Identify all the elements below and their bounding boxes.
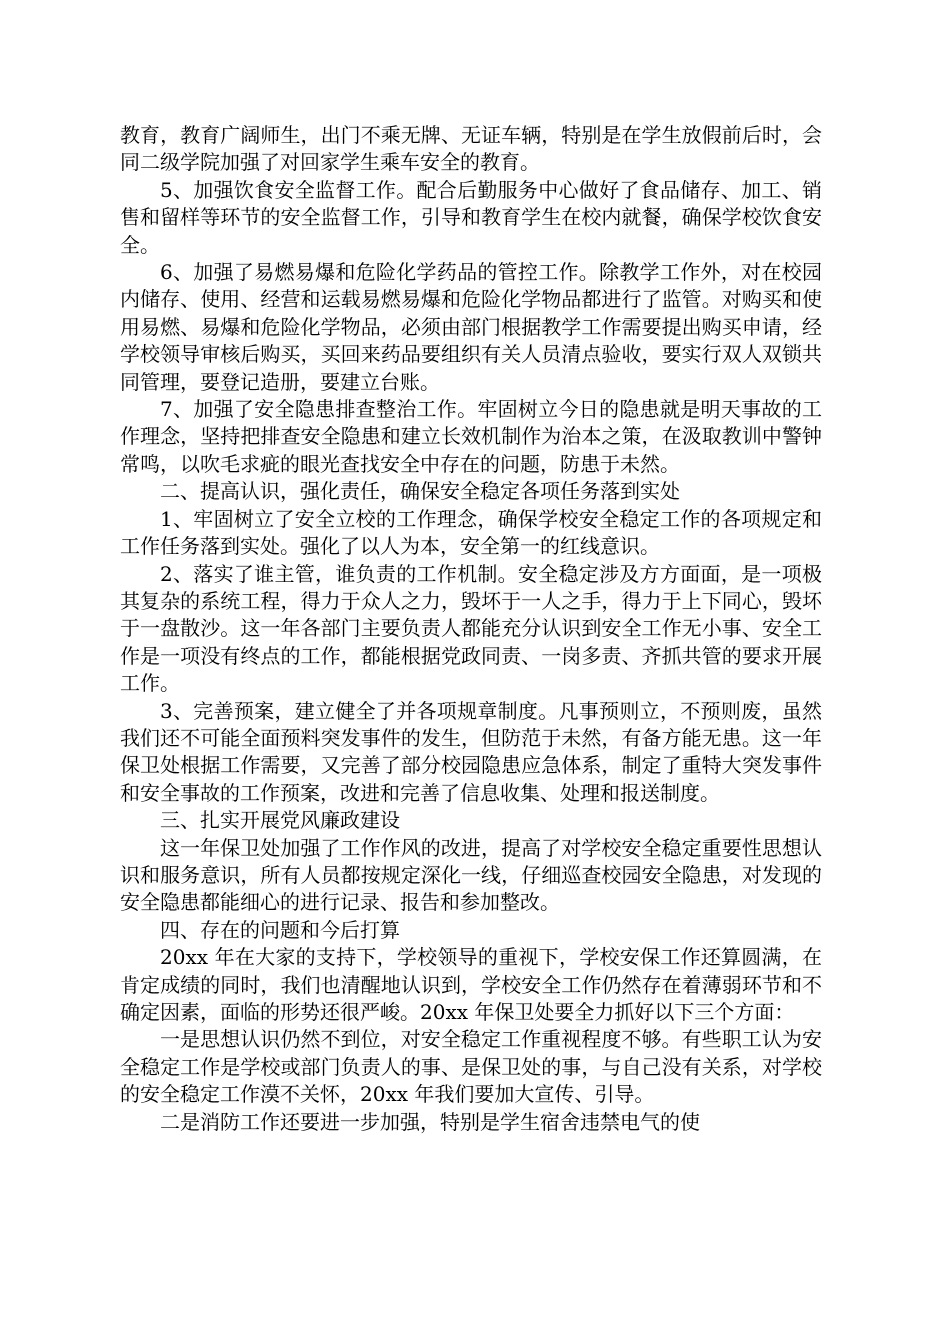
paragraph-continued: 教育，教育广阔师生，出门不乘无牌、无证车辆，特别是在学生放假前后时，会同二级学院加强了对回家学生乘车安全的教育。: [120, 123, 822, 175]
paragraph-food-safety: 5、加强饮食安全监督工作。配合后勤服务中心做好了食品储存、加工、销售和留样等环节的安全监督工作，引导和教育学生在校内就餐，确保学校饮食安全。: [120, 177, 822, 257]
section-heading-3: 三、扎实开展党风廉政建设: [160, 808, 400, 833]
paragraph-responsibility: 2、落实了谁主管，谁负责的工作机制。安全稳定涉及方方面面，是一项极其复杂的系统工程，得力于众人之力，毁坏于一人之手，得力于上下同心，毁坏于一盘散沙。这一年各部门主要负责人都能充分认识到安全工作无小事、安全工作是一项没有终点的工作，都能根据党政同责、一岗多责、齐抓共管的要求开展工作。: [120, 561, 822, 696]
paragraph-contingency-plans: 3、完善预案，建立健全了并各项规章制度。凡事预则立，不预则废，虽然我们还不可能全面预料突发事件的发生，但防范于未然，有备方能无患。这一年保卫处根据工作需要，又完善了部分校园隐患应急体系，制定了重特大突发事件和安全事故的工作预案，改进和完善了信息收集、处理和报送制度。: [120, 698, 822, 805]
paragraph-work-style: 这一年保卫处加强了工作作风的改进，提高了对学校安全稳定重要性思想认识和服务意识，所有人员都按规定深化一线，仔细巡查校园安全隐患，对发现的安全隐患都能细心的进行记录、报告和参加整改。: [120, 835, 822, 915]
section-heading-4: 四、存在的问题和今后打算: [160, 917, 400, 942]
paragraph-point-one: 一是思想认识仍然不到位，对安全稳定工作重视程度不够。有些职工认为安全稳定工作是学校或部门负责人的事、是保卫处的事，与自己没有关系，对学校的安全稳定工作漠不关怀，20xx 年我们要加大宣传、引导。: [120, 1027, 822, 1107]
document-page: [120, 122, 822, 1136]
paragraph-outlook: 20xx 年在大家的支持下，学校领导的重视下，学校安保工作还算圆满，在肯定成绩的同时，我们也清醒地认识到，学校安全工作仍然存在着薄弱环节和不确定因素，面临的形势还很严峻。20xx 年保卫处要全力抓好以下三个方面：: [120, 945, 822, 1024]
paragraph-point-two: 二是消防工作还要进一步加强，特别是学生宿舍违禁电气的使: [160, 1109, 700, 1134]
paragraph-hazardous-chemicals: 6、加强了易燃易爆和危险化学药品的管控工作。除教学工作外，对在校园内储存、使用、经营和运载易燃易爆和危险化学物品都进行了监管。对购买和使用易燃、易爆和危险化学物品，必须由部门根据教学工作需要提出购买申请，经学校领导审核后购买，买回来药品要组织有关人员清点验收，要实行双人双锁共同管理，要登记造册，要建立台账。: [120, 260, 822, 394]
paragraph-hazard-inspection: 7、加强了安全隐患排查整治工作。牢固树立今日的隐患就是明天事故的工作理念，坚持把排查安全隐患和建立长效机制作为治本之策，在汲取教训中警钟常鸣，以吹毛求疵的眼光查找安全中存在的问题，防患于未然。: [120, 397, 822, 476]
section-heading-2: 二、提高认识，强化责任，确保安全稳定各项任务落到实处: [160, 479, 680, 504]
paragraph-safety-philosophy: 1、牢固树立了安全立校的工作理念，确保学校安全稳定工作的各项规定和工作任务落到实处。强化了以人为本，安全第一的红线意识。: [120, 506, 822, 559]
